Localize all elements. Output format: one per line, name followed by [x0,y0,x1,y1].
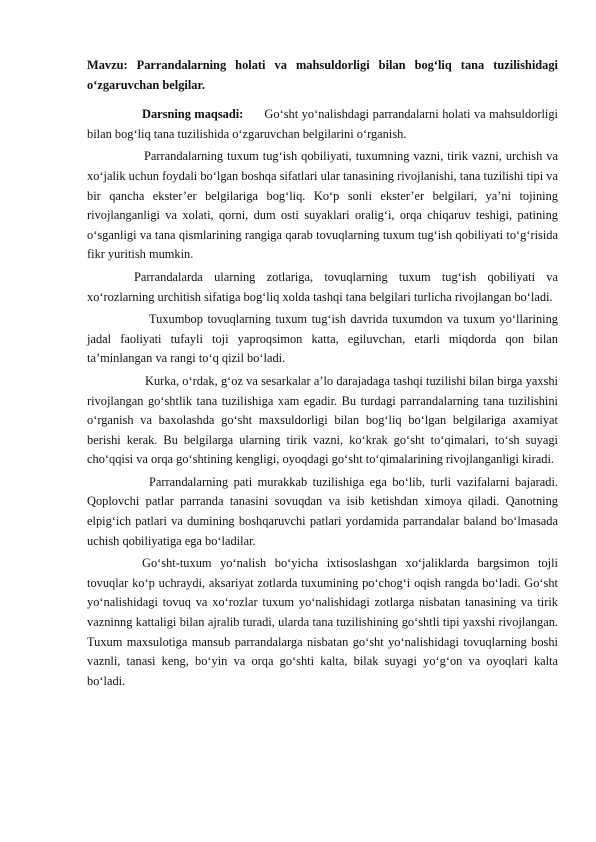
body-paragraph-3: Tuxumbop tovuqlarning tuxum tug‘ish davrida tuxumdon va tuxum yo‘llarining jadal faoliyati tufayli toji yaproqsimon katta, egiluvchan, etarli miqdorda qon bilan ta’minlangan va rangi to‘q qizil bo‘ladi. [87,312,558,366]
goal-text: Go‘sht yo‘nalishdagi parrandalarni holati va mahsuldorligi bilan bog‘liq tana tuzilishida o‘zgaruvchan belgilarini o‘rganish. [87,107,558,141]
goal-label: Darsning maqsadi: [142,107,244,122]
body-paragraph-2: Parrandalarda ularning zotlariga, tovuqlarning tuxum tug‘ish qobiliyati va xo‘rozlarning urchitish sifatiga bog‘liq xolda tashqi tana belgilari turlicha rivojlangan bo‘ladi. [87,269,558,304]
body-paragraph-1: Parrandalarning tuxum tug‘ish qobiliyati, tuxumning vazni, tirik vazni, urchish va xo‘jalik uchun foydali bo‘lgan boshqa sifatlari ular tanasining rivojlanishi, tana tuzilishi tipi va bir qancha ekster’er belgilariga bog‘liq. Ko‘p sonli ekster’er belgilari, ya’ni tojining rivojlanganligi va xolati, qorni, dum osti suyaklari oralig‘i, orqa chiqaruv teshigi, patining o‘sganligi va tana qismlarining rangiga qarab tovuqlarning tuxum tug‘ish qobiliyati to‘g‘risida fikr yuritish mumkin. [87,149,558,262]
document-page [87,56,558,694]
body-paragraph-5: Parrandalarning pati murakkab tuzilishiga ega bo‘lib, turli vazifalarni bajaradi. Qoplovchi patlar parranda tanasini sovuqdan va isib ketishdan ximoya qiladi. Qanotning elpig‘ich patlari va dumining boshqaruvchi patlari yordamida parrandalar baland bo‘lmasada uchish qobiliyatiga ega bo‘ladilar. [87,474,558,548]
body-paragraph-6: Go‘sht-tuxum yo‘nalish bo‘yicha ixtisoslashgan xo‘jaliklarda bargsimon tojli tovuqlar ko‘p uchraydi, aksariyat zotlarda tuxumining po‘chog‘i oqish rangda bo‘ladi. Go‘sht yo‘nalishidagi tovuq va xo‘rozlar tuxum yo‘nalishidagi zotlarga nisbatan tanasining va tirik vazninng kattaligi bilan ajralib turadi, ularda tana tuzilishining go‘shtli tipi yaxshi rivojlangan. Tuxum maxsulotiga mansub parrandalarga nisbatan go‘sht yo‘nalishidagi tovuqlarning boshi vaznli, tanasi keng, bo‘yin va orqa go‘shti kalta, bilak suyagi yo‘g‘on va oyoqlari kalta bo‘ladi. [87,556,558,688]
document-title: Mavzu: Parrandalarning holati va mahsuldorligi bilan bog‘liq tana tuzilishidagi o‘zgaruvchan belgilar. [87,58,558,92]
goal-paragraph [87,105,558,144]
body-paragraph-4: Kurka, o‘rdak, g‘oz va sesarkalar a’lo darajadaga tashqi tuzilishi bilan birga yaxshi rivojlangan go‘shtlik tana tuzilishiga xam egadir. Bu turdagi parrandalarning tana tuzilishini o‘rganish va baxolashda go‘sht maxsuldorligi bilan bog‘liq bo‘lgan belgilariga axamiyat berishi kerak. Bu belgilarga ularning tirik vazni, ko‘krak go‘sht to‘qimalari, to‘sh suyagi cho‘qqisi va orqa go‘shtining kengligi, oyoqdagi go‘sht to‘qimalarining rivojlanganligi kiradi. [87,373,558,467]
